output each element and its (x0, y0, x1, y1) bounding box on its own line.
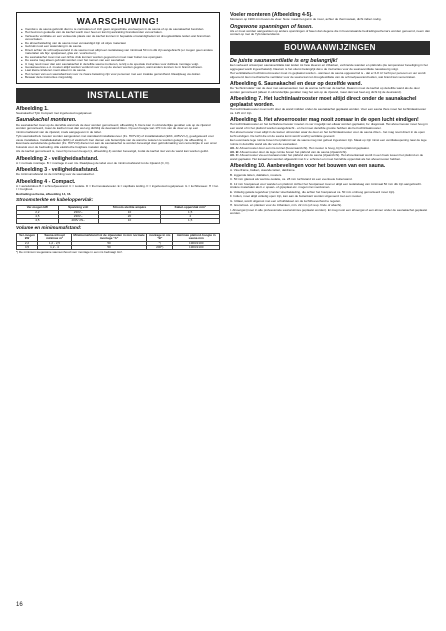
left-column (16, 12, 220, 255)
table-row (17, 219, 220, 223)
table-cell: 1,5 (161, 210, 220, 214)
legend-key: Alt. B: (230, 149, 239, 154)
warning-item: ● Het nemen van een saunabad kan voor ze zware belasting zijn voor personen met een zwakke gezondheid. Raadpleeg uw dokter. (21, 73, 215, 76)
fig8-text-3: Een eventuele lege ruimte boven het plafond van de sauna mag niet geheel ingesloten zijn. Maak op zijn minst een ventilatieopening naar de lege ruimte in dezelfde wand als die van de saunadeur. (230, 138, 427, 146)
fig6-text: De "luchtcirculatie" van de deur met samenwerken met de warme lucht van de kachel. Daarom moet de kachel op dezelfde wand als de deur worden gemonteerd (alleen in uitzonderlijke gevallen mag het ook op de zijwand, maar dan wel heel erg dicht bij de deurwand). (230, 86, 420, 94)
list-item: G. Uitlaat, wordt uitgerust met een schuifdeksel om de luchtfreeverheid te regelen. (230, 198, 341, 203)
page-number: 16 (16, 602, 23, 608)
section-band-installatie: INSTALLATIE (16, 88, 220, 103)
fig4-text: A = aansluitdoos B = schroefpeesrand. C = isolatie. D = thermostaatvoeler. E = capillaire leiding. F = ingebouwd regelpaneel. G = luchtbeweer. H = lat. I = borgbout. (16, 183, 219, 192)
voltage-title: Ongewone spanningen of fasen. (230, 23, 313, 30)
list-item: F. Indien, moet altijd volledig open zijn, kan aan de buitenkant worden uitgevoerd met een rooster. (230, 194, 362, 199)
fig3-title: Afbeelding 3 - veiligheidsafstand. (16, 167, 99, 174)
warning-item: ● Gebruik nooit een waterslang in de sauna. (21, 45, 215, 48)
list-item: B. Liggende latten, daklatten, roosters. (230, 172, 283, 177)
list-item: A. Vloerframe, balken, staande latten, dakframe. (230, 168, 296, 173)
table-cell: 4,5 (17, 246, 38, 250)
table-header-cell: Stroom-sterkte ampère (98, 206, 161, 210)
table-cell: 2,2 (17, 241, 38, 245)
section-band-bouwaanwijzingen: BOUWAANWIJZINGEN (230, 41, 430, 55)
table-header-cell: Minimumafstand tot de zijwanden in mm normale montage "A" (73, 232, 145, 241)
table-cell: 1,5 (161, 219, 220, 223)
table-cell: 1,2 - 2,5 (38, 241, 72, 245)
table-cell: 1900/2100 (173, 241, 220, 245)
ventilation-title: De juiste saunaventilatie is erg belangrijk! (230, 57, 338, 64)
fig8-title: Afbeelding 8. Het afvoerrooster mag nooit zomaar in de open lucht eindigen! (230, 117, 419, 124)
warning-item: ● De afvoerbekleding van de sauna moet vervaardigd zijn uit stijve materiaal. (21, 42, 215, 45)
fig4-extra: Bedradingsschema, afbeelding 14, 16. (16, 191, 72, 196)
warning-item: ● Direct achter de schroefpeesrand in de sauna moet altijd een isolatielaag van minimaal 50 mm dik zijn aangebracht (er mogen geen andere materialen als bijv. spatpaneel, glas etc. voorkomen). (21, 49, 215, 56)
warning-item: ● Verkeerde ventilatie en een verkeerde plaats van de kachel kunnen in bepaalde omstandigheden tot droogdestillatie leiden wat brand kan veroorzaken. (21, 35, 215, 42)
table-row (17, 246, 220, 250)
warning-list (21, 28, 215, 80)
ventilation-text-2: Het ventilatiebeur luchtstroomroester moet zo geplaatst worden - wanneer de sauna opgewarmd is - dat er 6-8 m³ lucht per persoon en uur wordt afgevoerd. Een mechanische ventilator voor de sauna kan tot droogdestillatie van de schroefpeesrand leiden, wat brand kan veroorzaken. (230, 71, 426, 79)
fig1-text: Saunakachel Tylö Compact met ingebouwd regelpaneel. (16, 110, 93, 115)
right-column (230, 12, 430, 217)
table-cell: 1,2 - 4 (38, 246, 72, 250)
fig10-title: Afbeelding 10. Aanbevelingen voor het bouwen van een sauna. (230, 163, 386, 170)
table-cell: 10 (98, 219, 161, 223)
mount-text: De saunakachel moet op de dezelfde wand als de deur worden gemonteerd, afbeelding 6. Deze kan in uitzonderlijke gevallen ook op de zijwand worden gemonteerd, maar de kachel moet dan wel erg dichtbij de deurwand zitten. Op een hoogte van 170 mm van de vloer en op een minimumafstand van de zijwand, zoals aangegeven in de tabel. (16, 122, 211, 134)
table-cell: 230V~ (58, 215, 98, 219)
current-table (16, 205, 220, 224)
table2-footnote: *) De minimum toegestane sauna-inhoud voor montage in een nis bedraagt 4m³. (16, 250, 123, 255)
list-item: I. Afvoergat (moet in alle professionele saunaruimtes geplaatst worden). Er mag nooit een afvoergat of een afvoer onder de saunakachel geplaatst worden. (230, 207, 428, 216)
legend-key: Alt. A: (230, 146, 239, 151)
legend-text: Afvoerrooster door een nis-tunnel (bovenaanzicht). Het rooster is hoog, bij het plafond geplaatst. (239, 146, 370, 151)
warning-item: ● Gevaarseenres e.d. moeten altijd worden verdund voor zo op de stenen worden gegoten, want anders kunnen ze in brand schieten. (21, 66, 215, 69)
fig7-text: Het luchtinlaatrooster moet recht door de wand midden onder de saunakachel geplaatst worden. Voor een sauna thuis moet het luchtinlaatrooster ca. 125 cm² zijn. (230, 107, 427, 115)
volume-table (16, 233, 220, 251)
legend-text: Afvoerrooster via een kanaal onder het plafond van de sauna (zijaanzicht). Het afvoerkanaal wordt in een hoek tussen het plafond en de wand geplaatst. Het kanaal kan worden afgewerkt met b.v. schroten en moet hetzelfde oppervlak als het afvoerrooster hebben. (230, 153, 424, 161)
table-header-row (17, 233, 220, 241)
fig6-title: Afbeelding 6. Saunakachel en deur op dezelfde wand. (230, 81, 363, 88)
ventilation-text: Een verkeerd ontworpen saunaventilatie kan leiden tot hete kleeren en zilbarken, verbrande wanden en plafonds (de temperatuur beveiliging in het aggregaat wordt ingeschakeld). Daarom is het uiterst belangrijk dat u de instructies voor de saunaventilatie nauwkeurig volgt. (230, 63, 428, 71)
table-cell: *) (147, 241, 173, 245)
table-header-cell: min/max plafond-hoogte in sauna mm (173, 233, 220, 241)
mount-text-2: Tylö saunakachels moeten worden aangesloten met standaard installatiesnoer (Fx. H07V-R) of installatiekabel (EKK, A05VV-U), goedgekeurd voor vaste installaties. Installatiekabels (EKK) of elektrisch zien dienen ook buitenzijde van de wand te isoleren te worden gelegd, zie afbeelding 4. Eventuele aansluitende gebieden (Fx. H07V-R) dienen tot aan de saunakachel te worden bevestigd door gebruikmaking van cementrijke in een smal buisstuk voor de bedrading. Alle elektrische buigbare metalen slang. (16, 134, 217, 149)
warning-item: ● Voordat u de sauna gebruikt dient u te controleren of zich geen ongeschikte voorwerpen in de sauna of op de saunakachel bevinden. (21, 28, 215, 31)
mount-text-3: Als de kachel gemonteerd is, moet hij met een beugel (1, afbeelding 4) worden bevestigd, zodat de kachel niet van de wand kan worden getild. (16, 149, 209, 154)
fig8-text: Het luchtinlaatrooster en het luchtafvoerrooster moeten zo ver mogelijk van elkaar worden geplaatst, bv. diagonaal. Het afvoerrooster moet hoog in een wand of in het plafond worden aangebracht - en het moet dezelfde grootte hebben als het luchtinlaatrooster. (230, 122, 428, 130)
list-item: E. Volledig gelade tegelvloer (zonder vloerbekleding, die achter het houtpaneel ca. 50 mm omhoog gemonteerd moet zijn). (230, 189, 396, 194)
legend-item (230, 154, 430, 161)
fig7-title: Afbeelding 7. Het luchtinlaatrooster moet altijd direct onder de saunakachel geplaatst worden. (230, 96, 417, 109)
list-item: H. Grenshout- en planken voor de zitbanken, min. 22 mm (of resp. finde of abachi). (230, 203, 342, 208)
sensor-title: Voeler monteren (Afbeelding 4-5). (230, 12, 313, 18)
table-header-cell: Ver-mogen kW (17, 233, 38, 241)
table-cell: 50 (71, 241, 146, 245)
table-header-cell: Ver-mogen kW (17, 206, 59, 210)
voltage-text: Als er moet worden aangesloten op andere spanningen of fasen dan degene die in bovenstaande bedradingsschema's worden genoemd, neem dan contact op met de Tylö klantendienst. (230, 28, 430, 37)
list-item: C. 50 mm glaswol als warmte-isolatie, ca. 28 mm luchtstand tot een eventuele buitenwand. (230, 177, 353, 182)
legend-key: Alt. C: (230, 153, 239, 158)
warning-item: ● De sauna mag alleen gebruikt worden voor het nemen van een saunabad. (21, 59, 215, 62)
warning-item: ● U mag nooit meer dan één saunakachel in dezelfde sauna monteren, tenzij u de speciale instructies voor dubbele montage volgt. (21, 63, 215, 66)
table-header-cell: Spanning volt (58, 206, 98, 210)
fig1-title: Afbeelding 1. (16, 105, 49, 112)
table1-title: Stroomsterkte en kabeloppervlak: (16, 198, 94, 204)
table-header-cell: Kabel-oppervlak mm² (161, 206, 220, 210)
table-cell: 4,5 (17, 215, 59, 219)
fig4-title: Afbeelding 4 - Compact. (16, 178, 76, 185)
table-header-cell: montage in nis "B" (147, 233, 173, 241)
warning-item: ● Bewaar deze instructies zorgvuldig. (21, 76, 215, 79)
warning-item: ● De saunakachel moet met een lichte druk kunnen worden gegooid en moet naar buiten toe opengaan. (21, 56, 215, 59)
fig8-text-2: Het afvoerrooster moet altijd in de kamer uitmonden waar de deur en het luchtinlaatrooster voor de sauna zitten - het mag nooit direct in de open lucht eindigen. De lucht die uit de sauna komt wordt voorbij ventilatie gevoerd. (230, 130, 425, 138)
table-header-cell: Sauna-inhoud min/max m³ (38, 233, 72, 241)
warning-item: ● Het bevroren gedeelte van de kachel wordt zeer heet en kan bij aanraking brandwonden veroorzaken. (21, 31, 215, 34)
fig2-text: A = normale montage. B = montage in een nis. Raadpleeg de tabel voor de minimumafstand tot de zijwand (C, D). (16, 160, 170, 165)
table-cell: 20 (98, 215, 161, 219)
table-cell: 400V 2N~ (58, 219, 98, 223)
legend-text: Afvoerrooster door de lege ruimte boven het plafond van de sauna (zijaanzicht). (239, 149, 348, 154)
warning-title: WAARSCHUWING! (76, 16, 160, 26)
fig2-title: Afbeelding 2 - veiligheidsafstand. (16, 155, 99, 162)
list-item: D. 12 mm houtpaneel voor wanden en plafond. Achter het houtpaneel moet er altijd een isolatielaag van minimaal 50 mm dik zijn aangebracht. Andere materialen als b.v. spaan- of gipsplaat etc. mogen niet voorkomen. (230, 181, 422, 190)
table-cell: 4 (161, 215, 220, 219)
table-cell: 2,2 (17, 210, 59, 214)
warning-box (16, 12, 220, 84)
table-cell: 200*) (147, 246, 173, 250)
warning-item: ● Laat kleine kinderen nooit alleen in de sauna. (21, 69, 215, 72)
sensor-text: Monteren op 1900 mm boven de vloer. Note: maak het gat in de muur, achter de thermostaat, dicht indien nodig. (230, 17, 382, 21)
table-cell: 1900/2100 (173, 246, 220, 250)
table-cell: 4,5 (17, 219, 59, 223)
table2-title: Volume en minimumafstand: (16, 225, 82, 231)
mount-title: Saunakachel monteren. (16, 117, 77, 124)
table-cell: 50 (71, 246, 146, 250)
fig3-text: De minimumafstand tot de inrichting voor de saunakachel. (16, 172, 95, 177)
table-cell: 230V~ (58, 210, 98, 214)
table-cell: 10 (98, 210, 161, 214)
